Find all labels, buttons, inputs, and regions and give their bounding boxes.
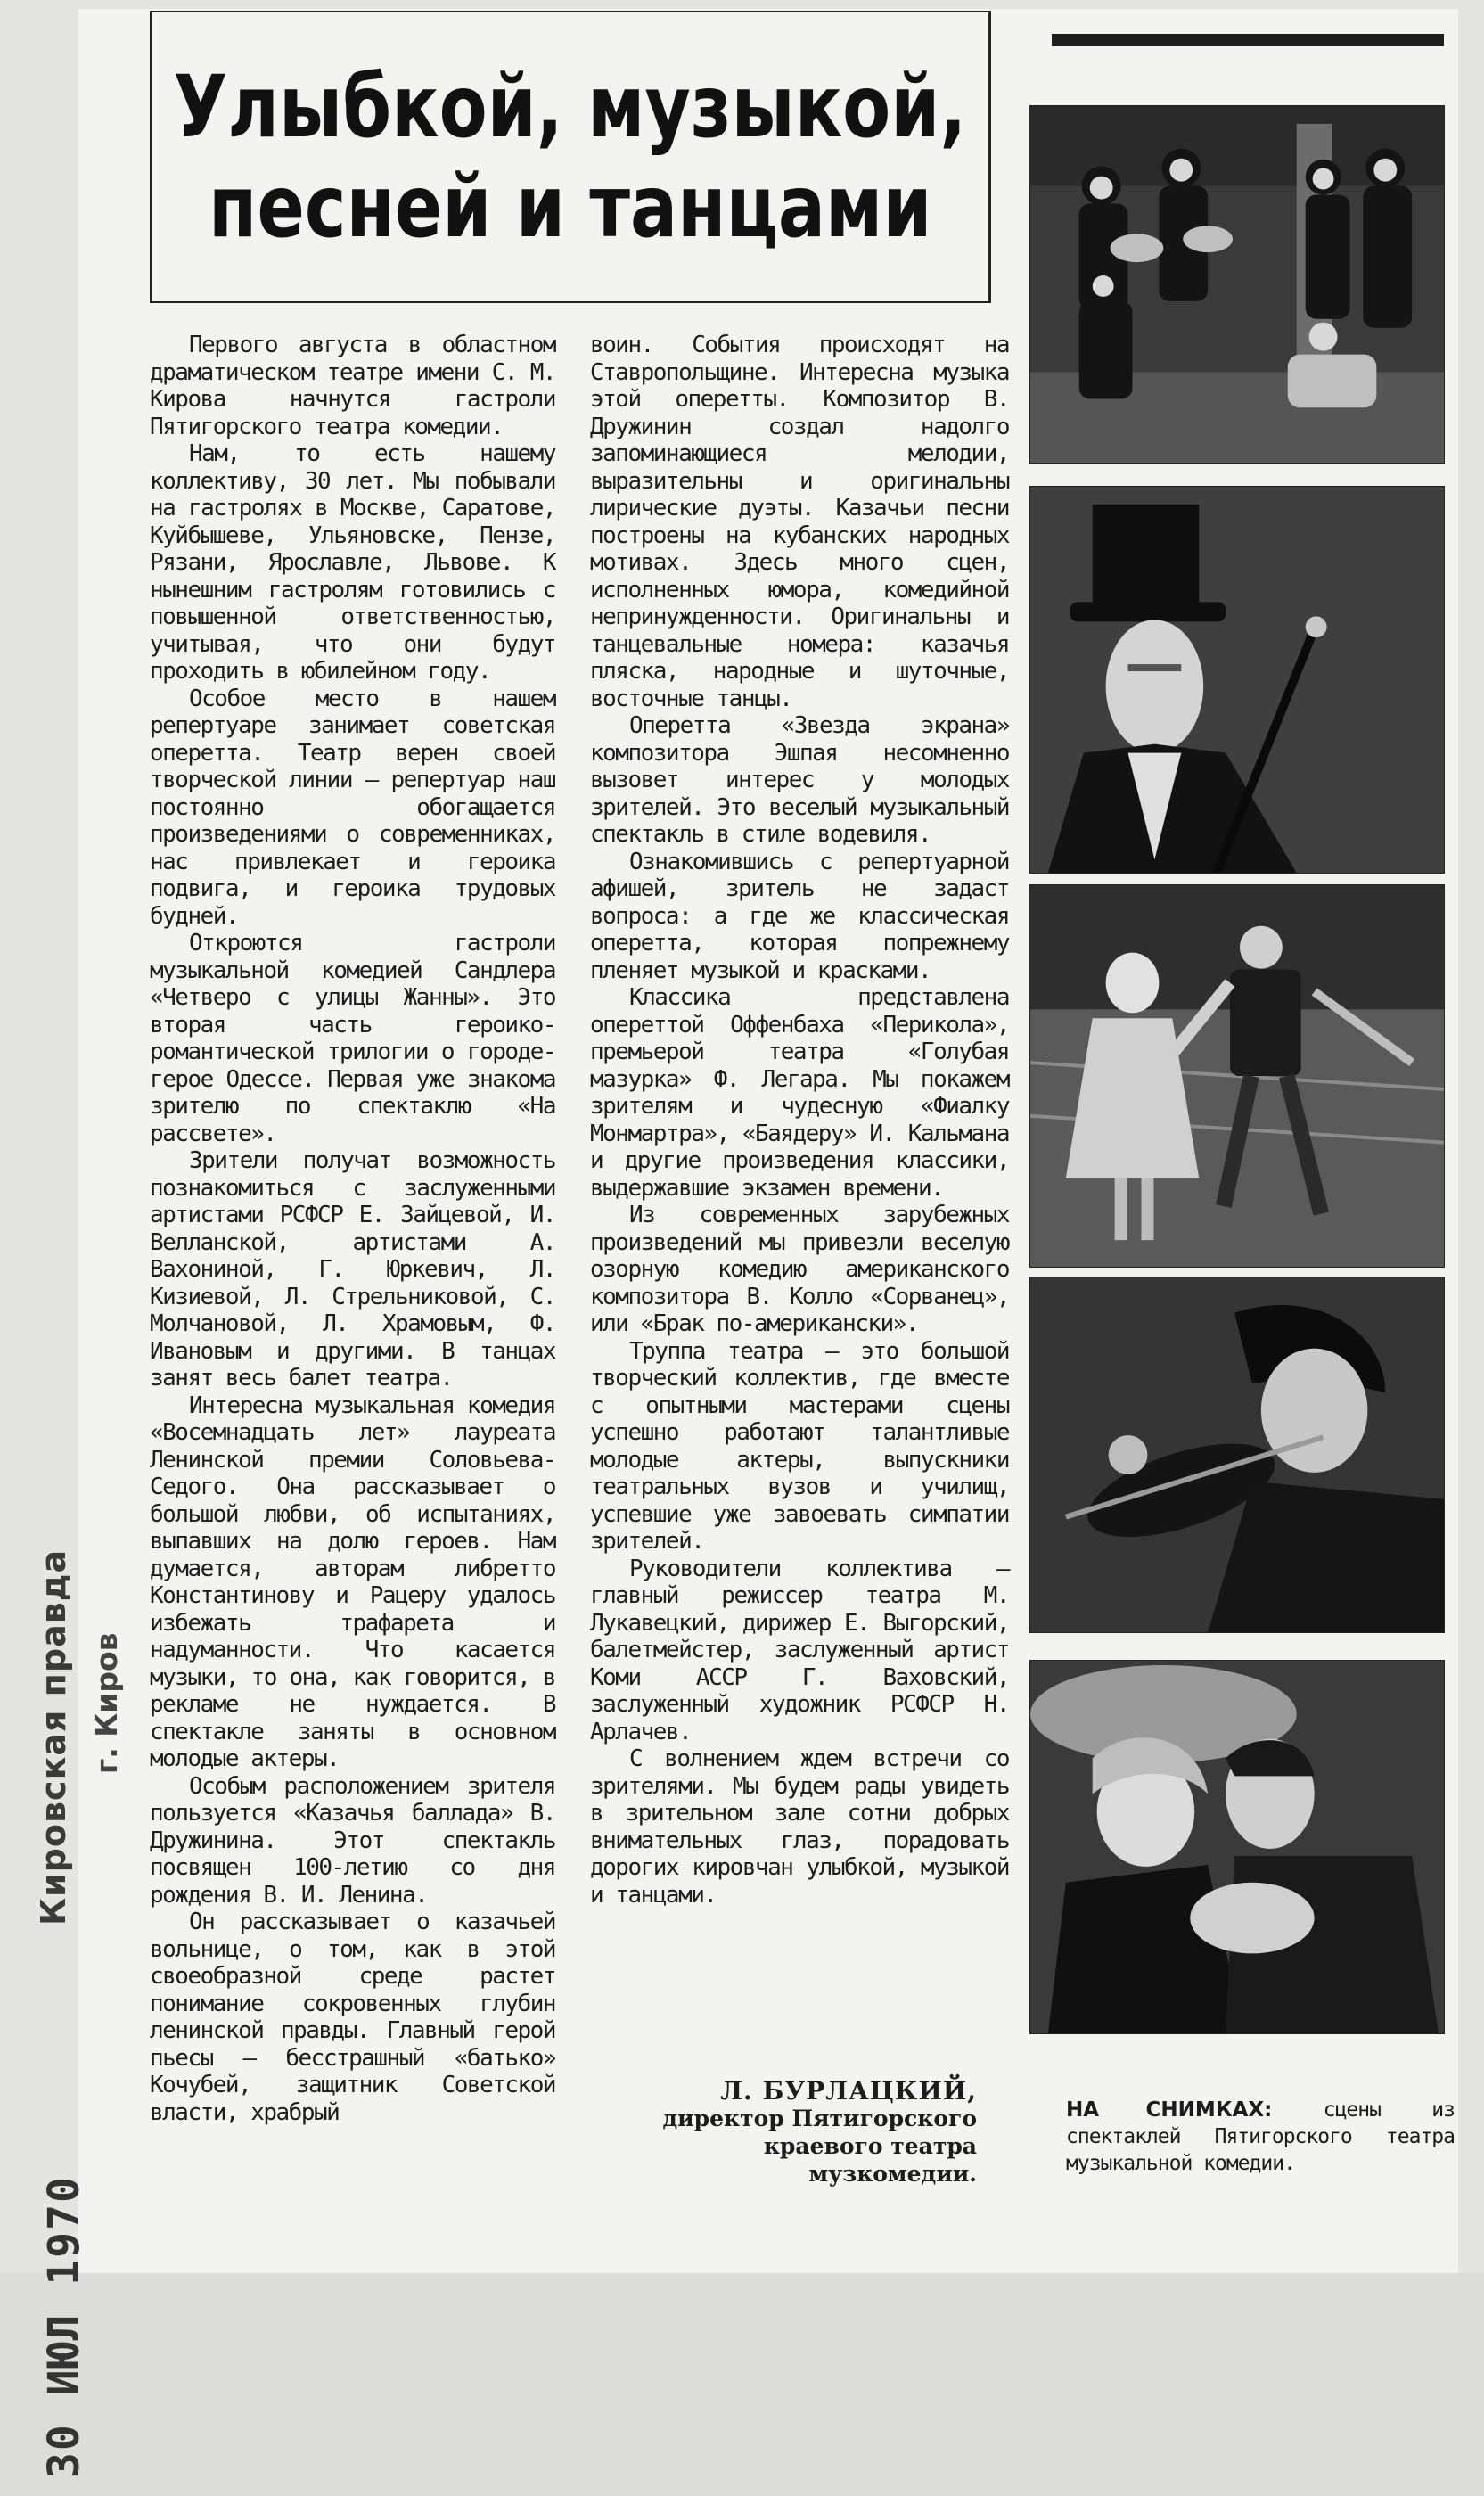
- date-stamp: 30 ИЮЛ 1970: [39, 2175, 89, 2478]
- headline-line-2: песней и танцами: [208, 157, 932, 257]
- paragraph: Откроются гастроли музыкальной комедией Сандлера «Четверо с улицы Жанны». Это вторая часть героико-романтической трилогии о городе-герое Одессе. Первая уже знакома зрителю по спектаклю «На рассвете».: [150, 930, 555, 1147]
- caption-lead: НА СНИМКАХ:: [1066, 2098, 1273, 2122]
- author-title-line-2: краевого театра музкомедии.: [763, 2133, 977, 2187]
- photo-dancers: [1029, 884, 1445, 1268]
- photo-caption: [1066, 2097, 1455, 2177]
- paragraph: Первого августа в областном драматическом театре имени С. М. Кирова начнутся гастроли Пятигорского театра комедии.: [150, 332, 555, 440]
- paragraph: Труппа театра — это большой творческий коллектив, где вместе с опытными мастерами сцены успешно работают талантливые молодые актеры, выпускники театральных вузов и училищ, успевшие уже завоевать симпатии зрителей.: [590, 1337, 1009, 1555]
- article-column-2: [590, 332, 1009, 1909]
- paragraph: Оперетта «Звезда экрана» композитора Эшпая несомненно вызовет интерес у молодых зрителей. Это веселый музыкальный спектакль в стиле водевиля.: [590, 712, 1009, 848]
- paragraph: Из современных зарубежных произведений мы привезли веселую озорную комедию американского композитора В. Колло «Сорванец», или «Брак по-американски».: [590, 1202, 1009, 1337]
- caption-text: сцены из спектаклей Пятигорского театра музыкальной комедии.: [1066, 2098, 1455, 2175]
- paragraph: Нам, то есть нашему коллективу, 30 лет. Мы побывали на гастролях в Москве, Саратове, Куйбышеве, Ульяновске, Пензе, Рязани, Ярославле, Львове. К нынешним гастролям готовились с повышенной ответственностью, учитывая, что они будут проходить в юбилейном году.: [150, 440, 555, 685]
- photo-top-hat: [1029, 486, 1445, 874]
- scan-background: [0, 2273, 1484, 2496]
- paragraph: Особое место в нашем репертуаре занимает советская оперетта. Театр верен своей творческой линии — репертуар наш постоянно обогащается произведениями о современниках, нас привлекает и героика подвига, и героика трудовых будней.: [150, 685, 555, 930]
- paragraph: С волнением ждем встречи со зрителями. Мы будем рады увидеть в зрительном зале сотни добрых внимательных глаз, порадовать дорогих кировчан улыбкой, музыкой и танцами.: [590, 1745, 1009, 1909]
- headline-line-1: Улыбкой, музыкой,: [173, 57, 967, 157]
- paragraph: Зрители получат возможность познакомиться с заслуженными артистами РСФСР Е. Зайцевой, И. Велланской, артистами А. Вахониной, Г. Юркевич, Л. Кизиевой, Л. Стрельниковой, С. Молчановой, Л. Храмовым, Ф. Ивановым и другими. В танцах занят весь балет театра.: [150, 1147, 555, 1392]
- photo-couple: [1029, 1660, 1445, 2034]
- city-stamp: г. Киров: [89, 1632, 124, 1774]
- column-rule: [1052, 34, 1444, 46]
- headline-box: [150, 11, 991, 303]
- paragraph: Особым расположением зрителя пользуется «Казачья баллада» В. Дружинина. Этот спектакль посвящен 100-летию со дня рождения В. И. Ленина.: [150, 1772, 555, 1909]
- paragraph: Интересна музыкальная комедия «Восемнадцать лет» лауреата Ленинской премии Соловьева-Седого. Она рассказывает о большой любви, об испытаниях, выпавших на долю героев. Нам думается, авторам либретто Константинову и Рацеру удалось избежать трафарета и надуманности. Что касается музыки, то она, как говорится, в рекламе не нуждается. В спектакле заняты в основном молодые актеры.: [150, 1392, 555, 1772]
- newspaper-name-stamp: Кировская правда: [34, 1548, 73, 1925]
- photo-musicians: [1029, 105, 1445, 464]
- paragraph: Ознакомившись с репертуарной афишей, зритель не задаст вопроса: а где же классическая оперетта, которая попрежнему пленяет музыкой и красками.: [590, 848, 1009, 984]
- photo-violinist: [1029, 1277, 1445, 1633]
- paragraph: Руководители коллектива — главный режиссер театра М. Лукавецкий, дирижер Е. Выгорский, балетмейстер, заслуженный артист Коми АССР Г. Ваховский, заслуженный художник РСФСР Н. Арлачев.: [590, 1555, 1009, 1745]
- author-signature: [603, 2077, 977, 2188]
- paragraph: Классика представлена опереттой Оффенбаха «Перикола», премьерой театра «Голубая мазурка» Ф. Легара. Мы покажем зрителям и чудесную «Фиалку Монмартра», «Баядеру» И. Кальмана и другие произведения классики, выдержавшие экзамен времени.: [590, 984, 1009, 1202]
- article-column-1: [150, 332, 555, 2126]
- paragraph: воин. События происходят на Ставропольщине. Интересна музыка этой оперетты. Композитор В. Дружинин создал надолго запоминающиеся мелодии, выразительны и оригинальны лирические дуэты. Казачьи песни построены на кубанских народных мотивах. Здесь много сцен, исполненных юмора, комедийной непринужденности. Оригинальны и танцевальные номера: казачья пляска, народные и шуточные, восточные танцы.: [590, 332, 1009, 712]
- paragraph: Он рассказывает о казачьей вольнице, о том, как в этой своеобразной среде растет понимание сокровенных глубин ленинской правды. Главный герой пьесы — бесстрашный «батько» Кочубей, защитник Советской власти, храбрый: [150, 1909, 555, 2126]
- author-name: Л. БУРЛАЦКИЙ,: [720, 2076, 977, 2106]
- author-title-line-1: директор Пятигорского: [662, 2106, 977, 2131]
